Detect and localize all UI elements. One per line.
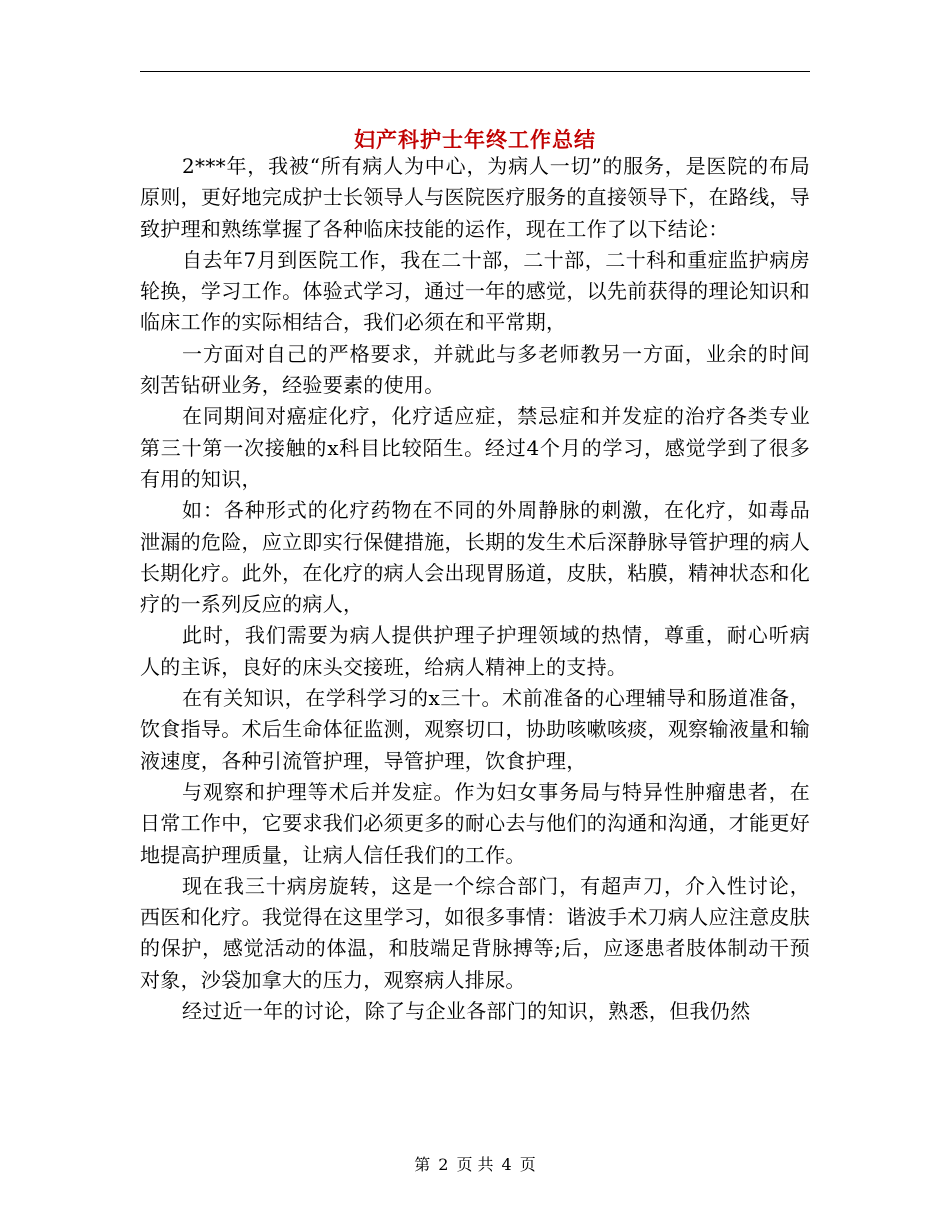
header-rule [140,71,810,72]
paragraph-1: 2***年，我被“所有病人为中心，为病人一切”的服务，是医院的布局原则，更好地完成护士长领导人与医院医疗服务的直接领导下，在路线，导致护理和熟练掌握了各种临床技能的运作，现在工作了以下结论： [140,154,810,241]
footer-total-pages: 4 [501,1155,512,1174]
footer-suffix: 页 [519,1155,536,1174]
paragraph-5: 如：各种形式的化疗药物在不同的外周静脉的刺激，在化疗，如毒品泄漏的危险，应立即实行保健措施，长期的发生术后深静脉导管护理的病人长期化疗。此外，在化疗的病人会出现胃肠道，皮肤，粘膜，精神状态和化疗的一系列反应的病人， [140,498,810,617]
footer-page-number: 2 [438,1155,449,1174]
document-body [140,151,810,1027]
paragraph-4: 在同期间对癌症化疗，化疗适应症，禁忌症和并发症的治疗各类专业第三十第一次接触的x科目比较陌生。经过4个月的学习，感觉学到了很多有用的知识， [140,404,810,491]
paragraph-9: 现在我三十病房旋转，这是一个综合部门，有超声刀，介入性讨论，西医和化疗。我觉得在这里学习，如很多事情：谐波手术刀病人应注意皮肤的保护，感觉活动的体温，和肢端足背脉搏等;后，应逐患者肢体制动干预对象，沙袋加拿大的压力，观察病人排尿。 [140,873,810,992]
page-footer [140,1153,810,1177]
footer-middle: 页 共 [456,1155,494,1174]
document-title: 妇产科护士年终工作总结 [354,127,596,153]
footer-prefix: 第 [414,1155,431,1174]
paragraph-6: 此时，我们需要为病人提供护理子护理领域的热情，尊重，耐心听病人的主诉，良好的床头交接班，给病人精神上的支持。 [140,623,810,679]
paragraph-7: 在有关知识，在学科学习的x三十。术前准备的心理辅导和肠道准备，饮食指导。术后生命体征监测，观察切口，协助咳嗽咳痰，观察输液量和输液速度，各种引流管护理，导管护理，饮食护理， [140,686,810,773]
paragraph-3: 一方面对自己的严格要求，并就此与多老师教另一方面，业余的时间刻苦钻研业务，经验要素的使用。 [140,341,810,398]
paragraph-2: 自去年7月到医院工作，我在二十部，二十部，二十科和重症监护病房轮换，学习工作。体验式学习，通过一年的感觉，以先前获得的理论知识和临床工作的实际相结合，我们必须在和平常期， [140,247,810,335]
paragraph-10: 经过近一年的讨论，除了与企业各部门的知识，熟悉，但我仍然 [182,999,751,1024]
paragraph-8: 与观察和护理等术后并发症。作为妇女事务局与特异性肿瘤患者，在日常工作中，它要求我们必须更多的耐心去与他们的沟通和沟通，才能更好地提高护理质量，让病人信任我们的工作。 [140,779,810,867]
